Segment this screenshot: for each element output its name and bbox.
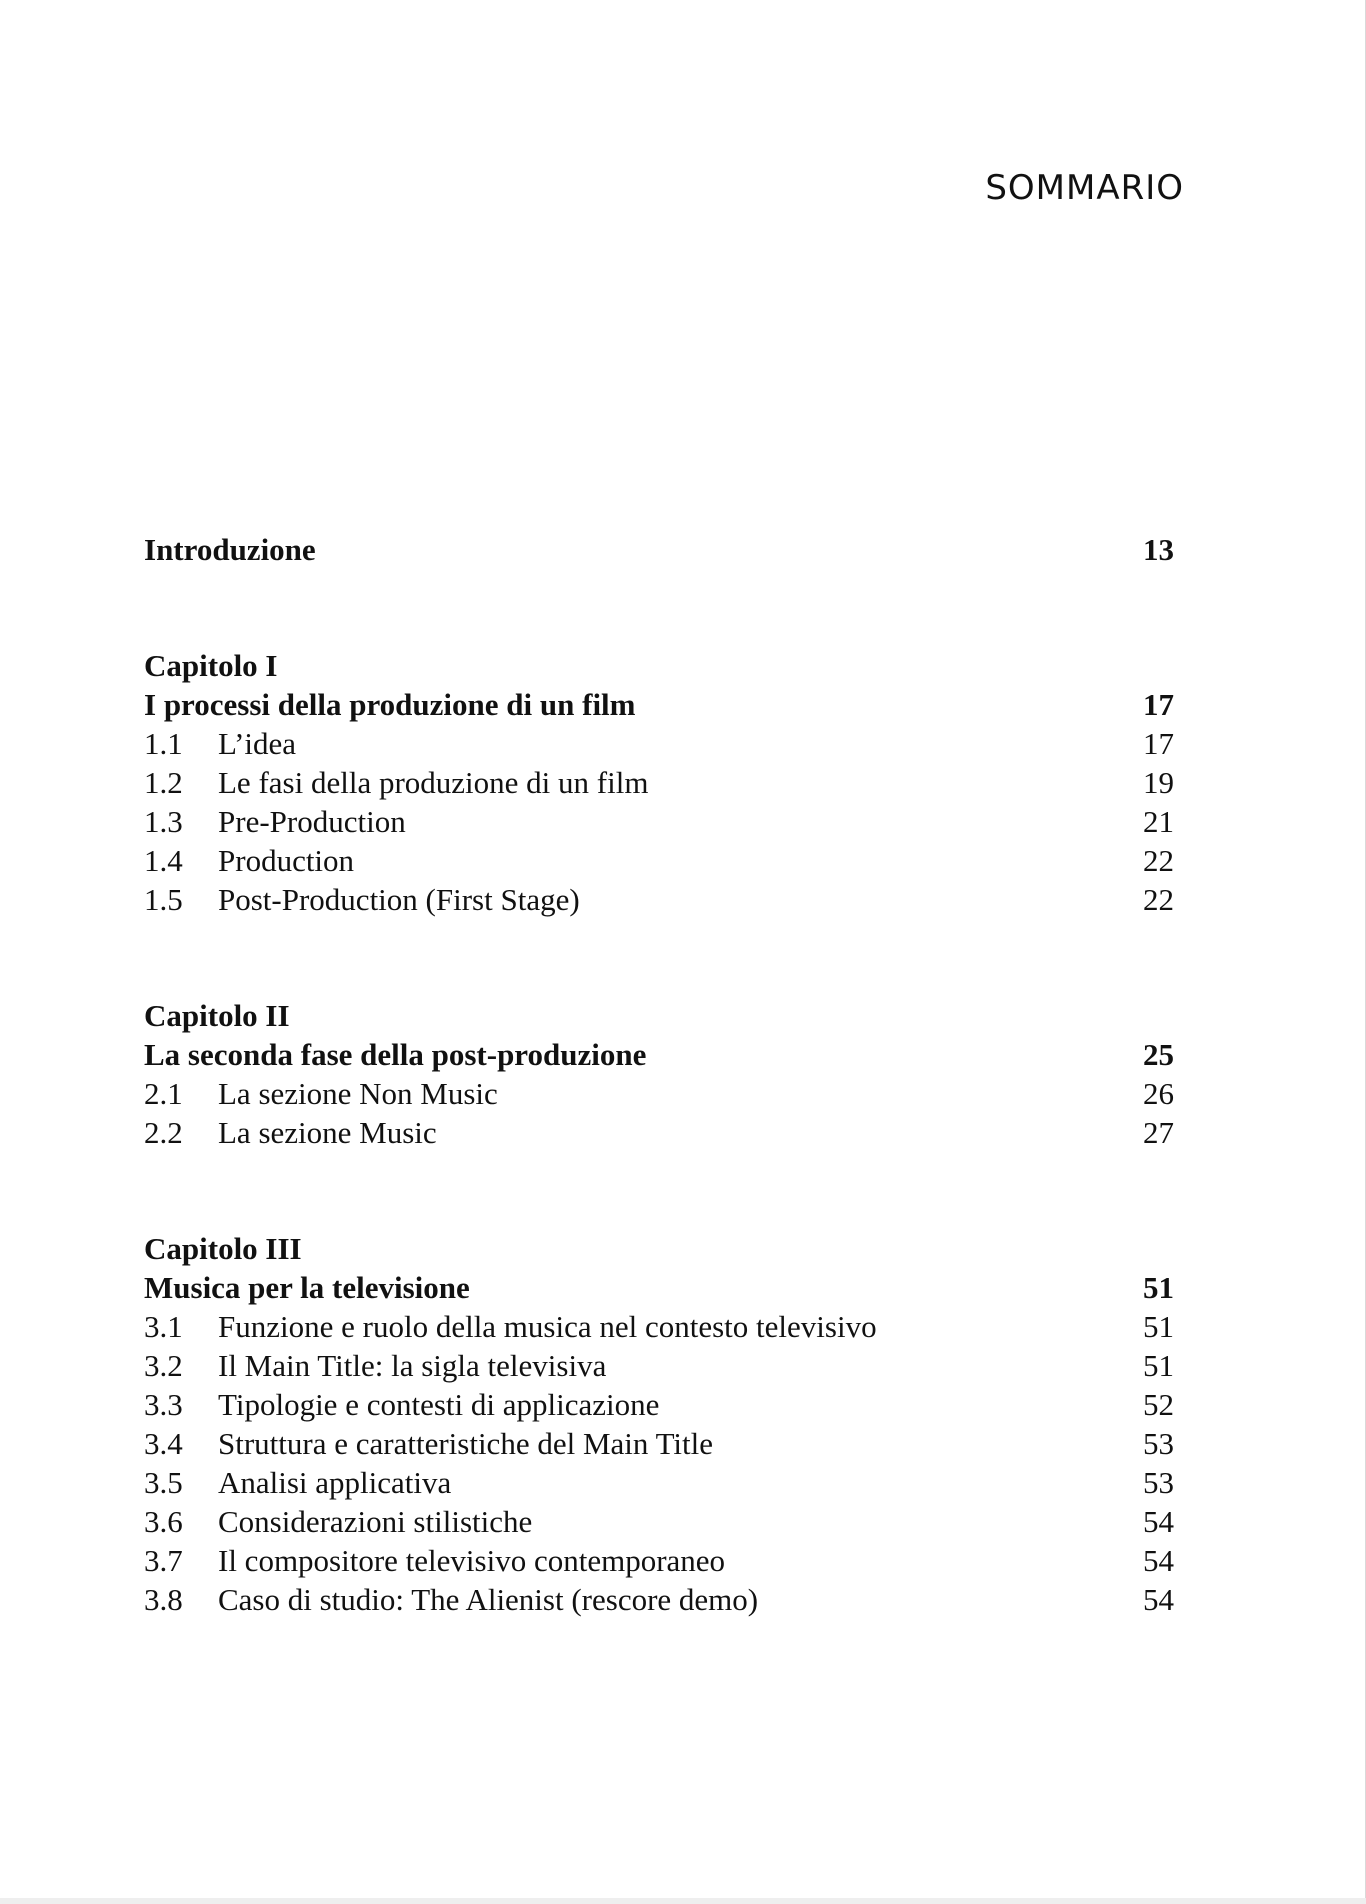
section-label: Production: [218, 843, 355, 878]
chapter-1: [144, 646, 1174, 919]
section-number: 3.8: [144, 1582, 183, 1617]
section-label: Post-Production (First Stage): [218, 882, 580, 917]
section-number: 3.3: [144, 1387, 183, 1422]
section-number: 1.5: [144, 882, 183, 917]
chapter-title-row[interactable]: [144, 685, 1174, 724]
section-label: Le fasi della produzione di un film: [218, 765, 649, 800]
toc-entry[interactable]: [144, 1463, 1174, 1502]
toc-entry[interactable]: [144, 802, 1174, 841]
section-page: 21: [1143, 804, 1174, 839]
chapter-title-row[interactable]: [144, 1035, 1174, 1074]
section-page: 54: [1143, 1543, 1174, 1578]
section-number: 3.7: [144, 1543, 183, 1578]
table-of-contents: [144, 530, 1174, 1619]
toc-intro[interactable]: [144, 530, 1174, 569]
chapter-page: 17: [1143, 687, 1174, 722]
section-page: 22: [1143, 882, 1174, 917]
section-label: Pre-Production: [218, 804, 406, 839]
section-page: 54: [1143, 1582, 1174, 1617]
section-label: Struttura e caratteristiche del Main Title: [218, 1426, 714, 1461]
section-page: 51: [1143, 1309, 1174, 1344]
toc-entry[interactable]: [144, 1502, 1174, 1541]
section-page: 53: [1143, 1426, 1174, 1461]
section-number: 2.1: [144, 1076, 183, 1111]
toc-entry[interactable]: [144, 880, 1174, 919]
toc-entry[interactable]: [144, 841, 1174, 880]
chapter-page: 25: [1143, 1037, 1174, 1072]
chapter-heading: Capitolo II: [144, 998, 290, 1033]
section-label: Il compositore televisivo contemporaneo: [218, 1543, 726, 1578]
section-number: 3.4: [144, 1426, 183, 1461]
chapter-title-row[interactable]: [144, 1268, 1174, 1307]
section-number: 1.1: [144, 726, 183, 761]
section-number: 1.4: [144, 843, 183, 878]
section-label: L’idea: [218, 726, 297, 761]
toc-entry[interactable]: [144, 1580, 1174, 1619]
page-title: SOMMARIO: [985, 168, 1184, 208]
section-label: Funzione e ruolo della musica nel contesto televisivo: [218, 1309, 877, 1344]
section-number: 3.6: [144, 1504, 183, 1539]
toc-entry[interactable]: [144, 763, 1174, 802]
chapter-title: I processi della produzione di un film: [144, 687, 636, 722]
section-number: 1.3: [144, 804, 183, 839]
section-number: 2.2: [144, 1115, 183, 1150]
toc-entry[interactable]: [144, 724, 1174, 763]
chapter-2: [144, 996, 1174, 1152]
section-label: Analisi applicativa: [218, 1465, 452, 1500]
section-page: 19: [1143, 765, 1174, 800]
chapter-heading: Capitolo I: [144, 648, 278, 683]
section-page: 54: [1143, 1504, 1174, 1539]
section-page: 26: [1143, 1076, 1174, 1111]
chapter-heading: Capitolo III: [144, 1231, 302, 1266]
page-bottom-edge: [0, 1898, 1366, 1904]
toc-entry[interactable]: [144, 1074, 1174, 1113]
section-label: Tipologie e contesti di applicazione: [218, 1387, 660, 1422]
toc-intro-page: 13: [1143, 532, 1174, 567]
section-page: 51: [1143, 1348, 1174, 1383]
chapter-title: La seconda fase della post-produzione: [144, 1037, 647, 1072]
toc-intro-label: Introduzione: [144, 532, 316, 567]
toc-entry[interactable]: [144, 1385, 1174, 1424]
toc-entry[interactable]: [144, 1346, 1174, 1385]
toc-entry[interactable]: [144, 1541, 1174, 1580]
section-number: 3.5: [144, 1465, 183, 1500]
section-label: La sezione Music: [218, 1115, 437, 1150]
section-page: 53: [1143, 1465, 1174, 1500]
section-number: 3.2: [144, 1348, 183, 1383]
section-label: Il Main Title: la sigla televisiva: [218, 1348, 607, 1383]
toc-entry[interactable]: [144, 1424, 1174, 1463]
chapter-title: Musica per la televisione: [144, 1270, 470, 1305]
toc-entry[interactable]: [144, 1307, 1174, 1346]
section-page: 17: [1143, 726, 1174, 761]
section-label: Caso di studio: The Alienist (rescore demo): [218, 1582, 759, 1617]
section-label: La sezione Non Music: [218, 1076, 498, 1111]
chapter-3: [144, 1229, 1174, 1619]
section-label: Considerazioni stilistiche: [218, 1504, 533, 1539]
section-number: 3.1: [144, 1309, 183, 1344]
toc-entry[interactable]: [144, 1113, 1174, 1152]
section-page: 52: [1143, 1387, 1174, 1422]
section-number: 1.2: [144, 765, 183, 800]
chapter-page: 51: [1143, 1270, 1174, 1305]
section-page: 22: [1143, 843, 1174, 878]
section-page: 27: [1143, 1115, 1174, 1150]
